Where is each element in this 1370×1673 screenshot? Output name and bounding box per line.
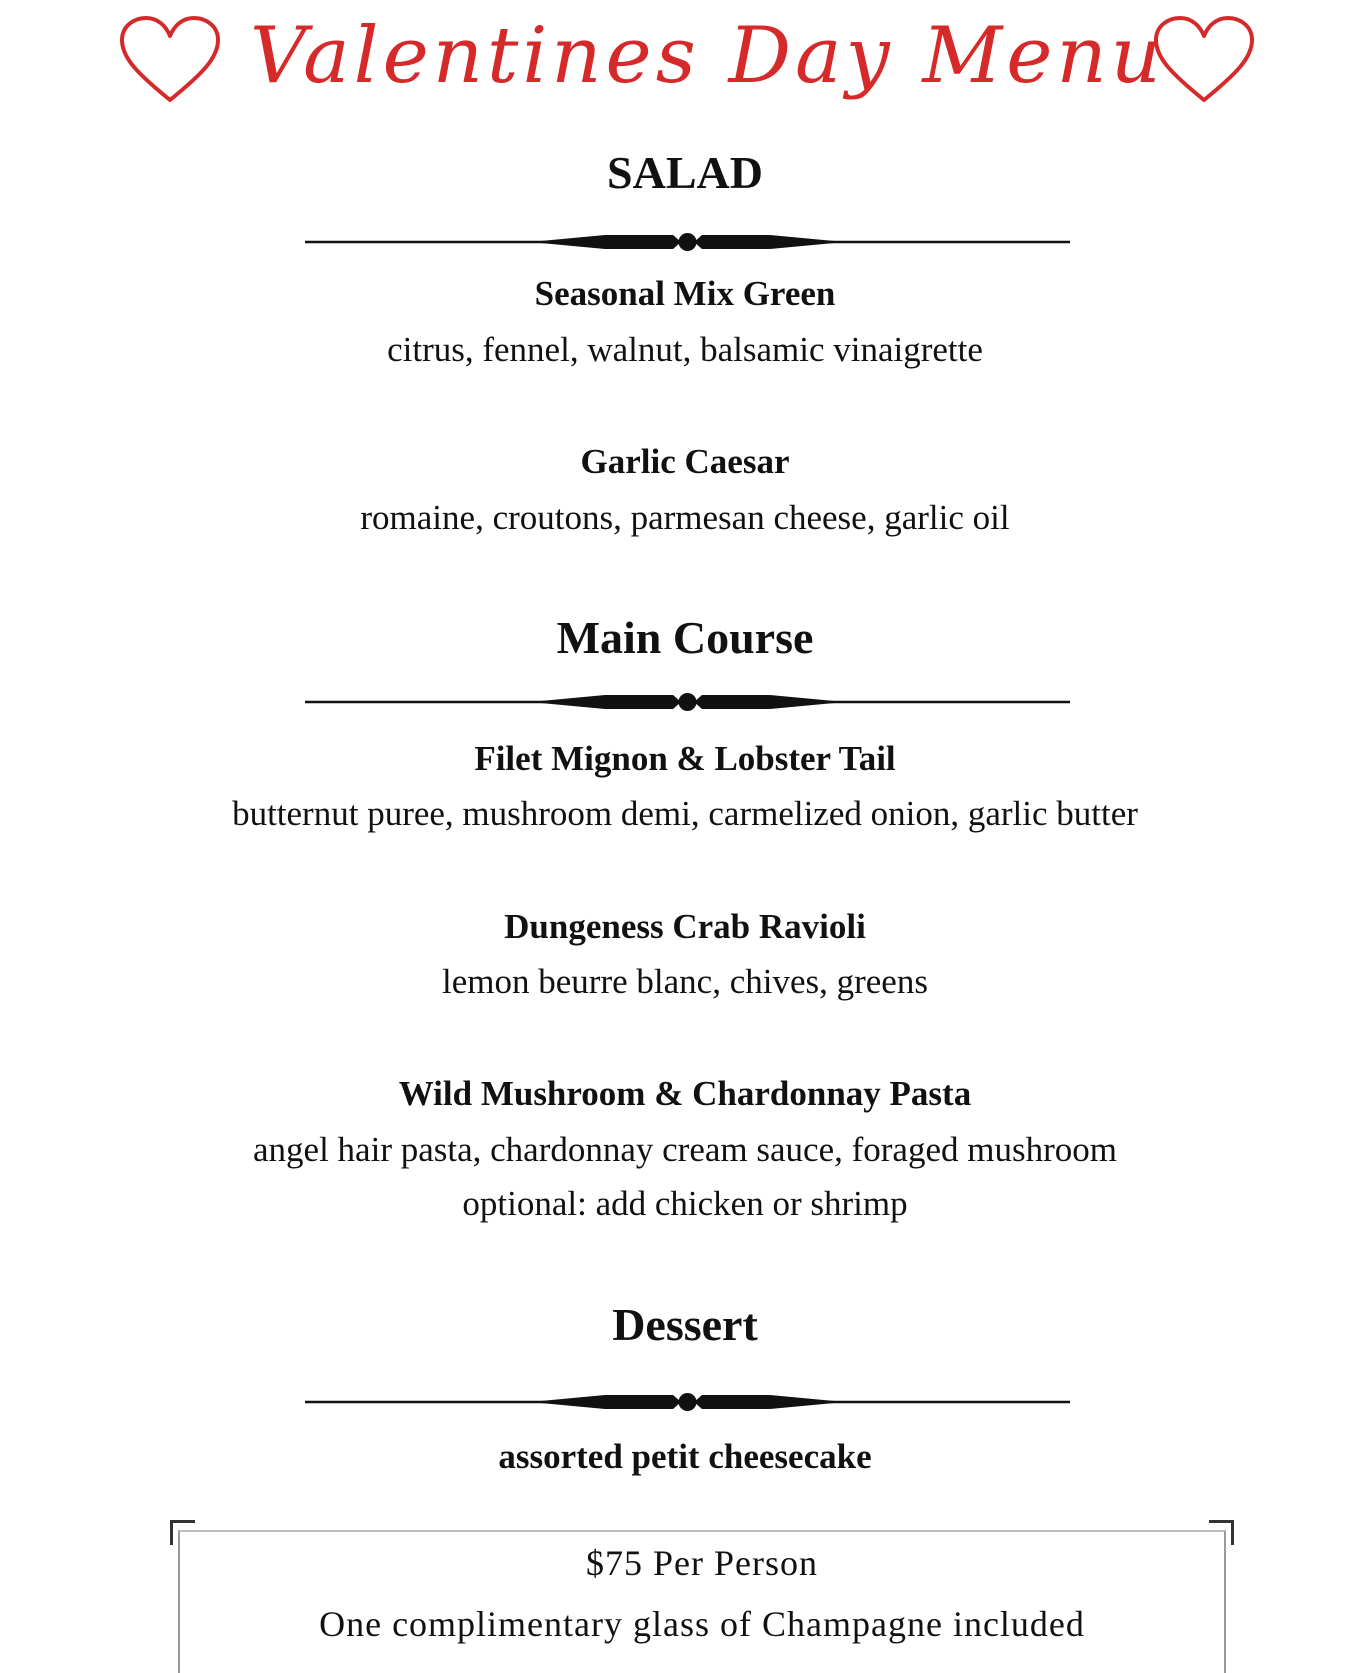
ornamental-divider (305, 1386, 1070, 1418)
champagne-note: One complimentary glass of Champagne included (319, 1604, 1085, 1644)
ornamental-divider (305, 226, 1070, 258)
menu-item-description: citrus, fennel, walnut, balsamic vinaigrette (387, 330, 983, 369)
heart-icon (118, 14, 222, 106)
menu-item-description: romaine, croutons, parmesan cheese, garlic oil (360, 498, 1010, 537)
ornamental-divider (305, 686, 1070, 718)
menu-item-description: lemon beurre blanc, chives, greens (442, 962, 928, 1001)
menu-item-name: Wild Mushroom & Chardonnay Pasta (398, 1074, 972, 1113)
menu-item-name: Dungeness Crab Ravioli (504, 907, 866, 946)
heart-icon (1152, 14, 1256, 106)
section-heading-main-course: Main Course (556, 612, 814, 663)
menu-title: Valentines Day Menu (250, 11, 1165, 101)
menu-item-name: Garlic Caesar (580, 442, 790, 481)
price-per-person: $75 Per Person (586, 1543, 818, 1583)
menu-header (0, 0, 1370, 120)
pricing-box (170, 1520, 1234, 1669)
menu-item-name: Seasonal Mix Green (534, 274, 836, 313)
section-heading-dessert: Dessert (612, 1299, 758, 1350)
menu-item-description: angel hair pasta, chardonnay cream sauce, foraged mushroom (253, 1130, 1117, 1169)
menu-item-name: assorted petit cheesecake (498, 1437, 872, 1476)
menu-item-name: Filet Mignon & Lobster Tail (474, 739, 896, 778)
section-heading-salad: SALAD (607, 147, 763, 198)
menu-item-description: butternut puree, mushroom demi, carmelized onion, garlic butter (232, 794, 1138, 833)
menu-item-note: optional: add chicken or shrimp (462, 1184, 908, 1223)
